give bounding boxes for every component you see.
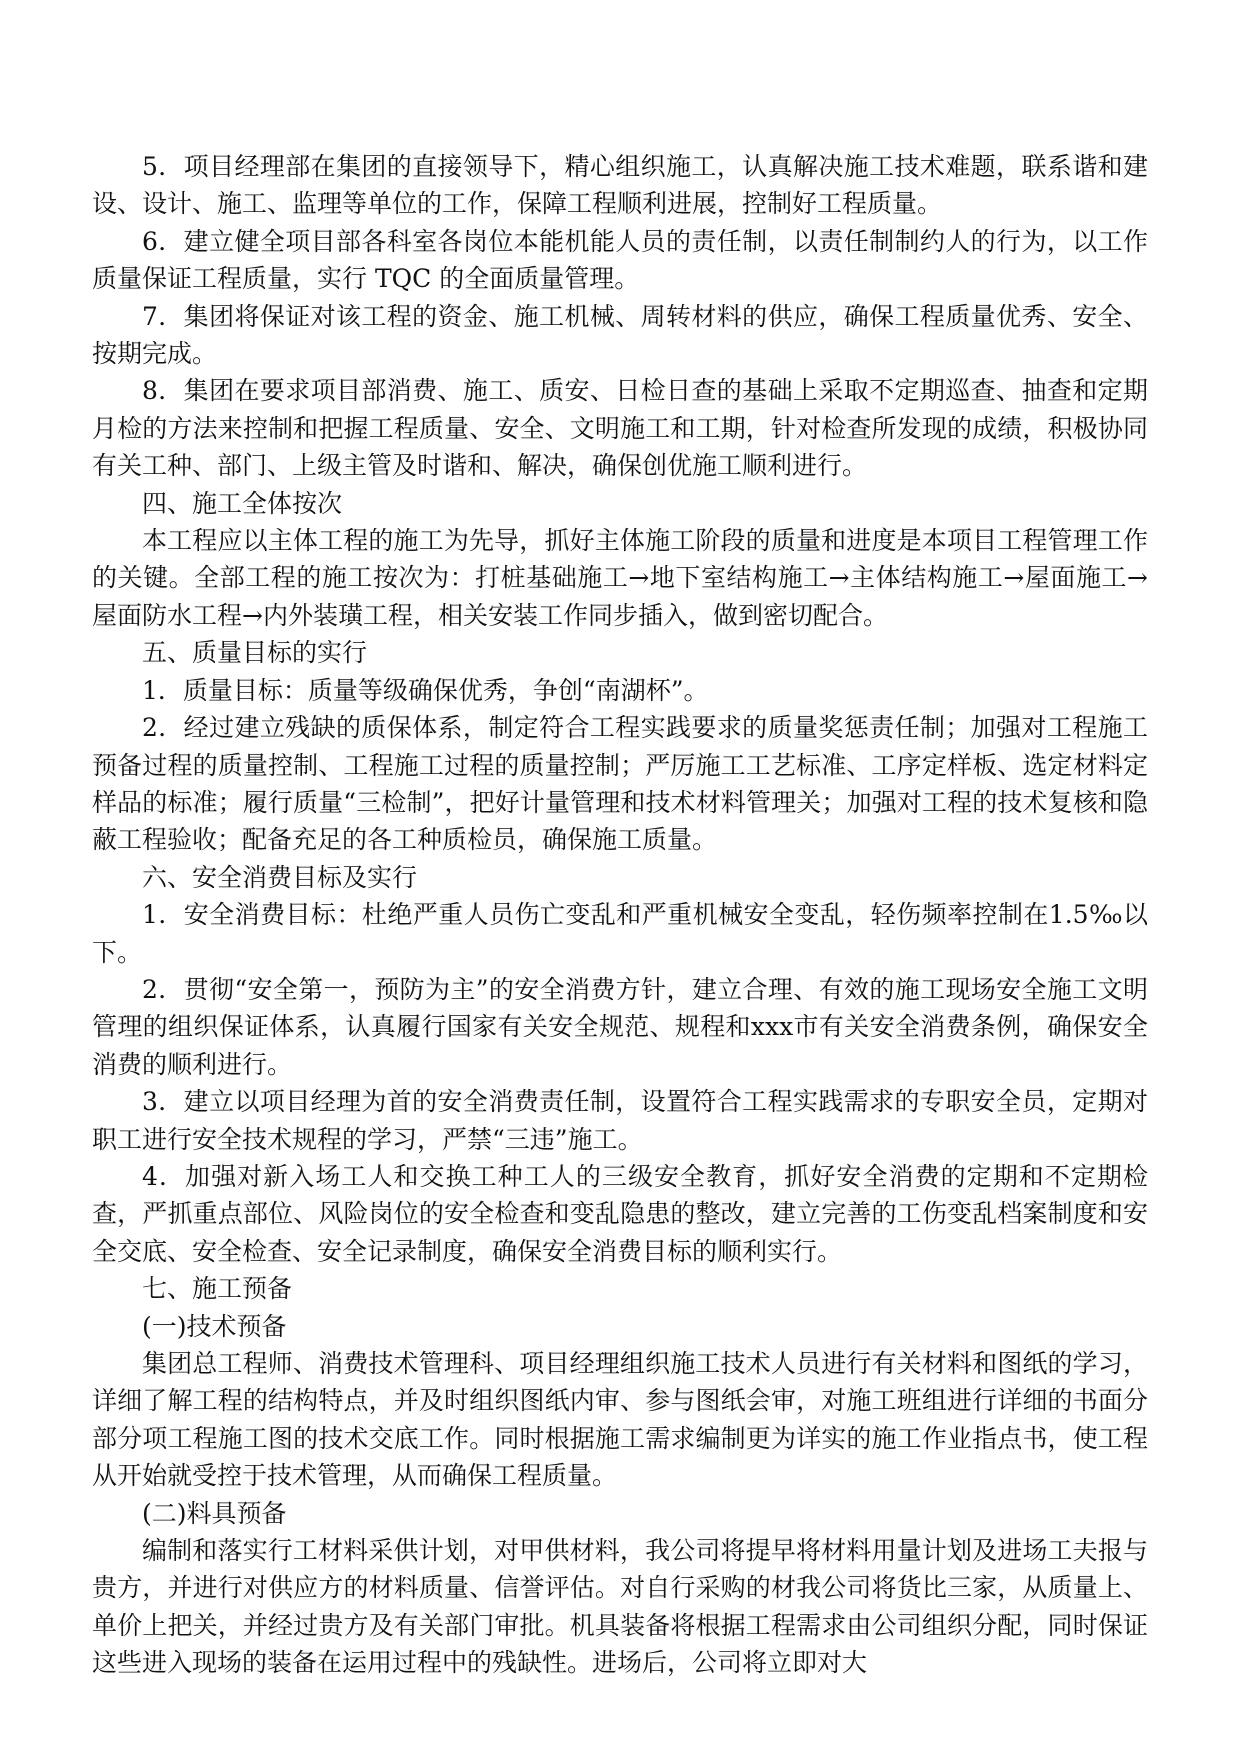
paragraph-safety-goal-1: 1．安全消费目标：杜绝严重人员伤亡变乱和严重机械安全变乱，轻伤频率控制在1.5‰以下。 <box>92 900 1148 967</box>
subsection-heading-technical-prep: (一)技术预备 <box>142 1311 287 1341</box>
paragraph-safety-goal-4: 4．加强对新入场工人和交换工种工人的三级安全教育，抓好安全消费的定期和不定期检查，严抓重点部位、风险岗位的安全检查和变乱隐患的整改，建立完善的工伤变乱档案制度和安全交底、安全检查、安全记录制度，确保安全消费目标的顺利实行。 <box>92 1161 1148 1266</box>
paragraph-quality-goal-1: 1．质量目标：质量等级确保优秀，争创“南湖杯”。 <box>142 675 709 705</box>
paragraph-item-6: 6．建立健全项目部各科室各岗位本能机能人员的责任制，以责任制制约人的行为，以工作质量保证工程质量，实行 TQC 的全面质量管理。 <box>92 226 1148 294</box>
paragraph-item-5: 5．项目经理部在集团的直接领导下，精心组织施工，认真解决施工技术难题，联系谐和建设、设计、施工、监理等单位的工作，保障工程顺利进展，控制好工程质量。 <box>92 152 1148 219</box>
paragraph-safety-goal-2: 2．贯彻“安全第一，预防为主”的安全消费方针，建立合理、有效的施工现场安全施工文明管理的组织保证体系，认真履行国家有关安全规范、规程和xxx市有关安全消费条例，确保安全消费的顺利进行。 <box>92 974 1148 1079</box>
paragraph-safety-goal-3: 3．建立以项目经理为首的安全消费责任制，设置符合工程实践需求的专职安全员，定期对职工进行安全技术规程的学习，严禁“三违”施工。 <box>92 1087 1148 1154</box>
paragraph-item-7: 7．集团将保证对该工程的资金、施工机械、周转材料的供应，确保工程质量优秀、安全、按期完成。 <box>92 301 1148 369</box>
paragraph-quality-goal-2: 2．经过建立残缺的质保体系，制定符合工程实践要求的质量奖惩责任制；加强对工程施工预备过程的质量控制、工程施工过程的质量控制；严厉施工工艺标准、工序定样板、选定材料定样品的标准；履行质量“三检制”，把好计量管理和技术材料管理关；加强对工程的技术复核和隐蔽工程验收；配备充足的各工种质检员，确保施工质量。 <box>92 713 1148 855</box>
paragraph-materials-prep: 编制和落实行工材料采供计划，对甲供材料，我公司将提早将材料用量计划及进场工夫报与贵方，并进行对供应方的材料质量、信誉评估。对自行采购的材我公司将货比三家，从质量上、单价上把关，并经过贵方及有关部门审批。机具装备将根据工程需求由公司组织分配，同时保证这些进入现场的装备在运用过程中的残缺性。进场后，公司将立即对大 <box>92 1536 1148 1678</box>
paragraph-item-8: 8．集团在要求项目部消费、施工、质安、日检日查的基础上采取不定期巡查、抽查和定期月检的方法来控制和把握工程质量、安全、文明施工和工期，针对检查所发现的成绩，积极协同有关工种、部门、上级主管及时谐和、解决，确保创优施工顺利进行。 <box>92 376 1148 481</box>
section-heading-construction-order: 四、施工全体按次 <box>142 488 343 518</box>
paragraph-technical-prep: 集团总工程师、消费技术管理科、项目经理组织施工技术人员进行有关材料和图纸的学习，详细了解工程的结构特点，并及时组织图纸内审、参与图纸会审，对施工班组进行详细的书面分部分项工程施工图的技术交底工作。同时根据施工需求编制更为详实的施工作业指点书，使工程从开始就受控于技术管理，从而确保工程质量。 <box>92 1349 1148 1491</box>
paragraph-construction-order: 本工程应以主体工程的施工为先导，抓好主体施工阶段的质量和进度是本项目工程管理工作的关键。全部工程的施工按次为：打桩基础施工→地下室结构施工→主体结构施工→屋面施工→屋面防水工程→内外装璜工程，相关安装工作同步插入，做到密切配合。 <box>92 526 1148 630</box>
section-heading-preparation: 七、施工预备 <box>142 1274 293 1304</box>
subsection-heading-materials-prep: (二)料具预备 <box>142 1498 287 1528</box>
section-heading-quality-goals: 五、质量目标的实行 <box>142 638 368 668</box>
document-body <box>92 148 1148 1682</box>
section-heading-safety-goals: 六、安全消费目标及实行 <box>142 862 418 892</box>
